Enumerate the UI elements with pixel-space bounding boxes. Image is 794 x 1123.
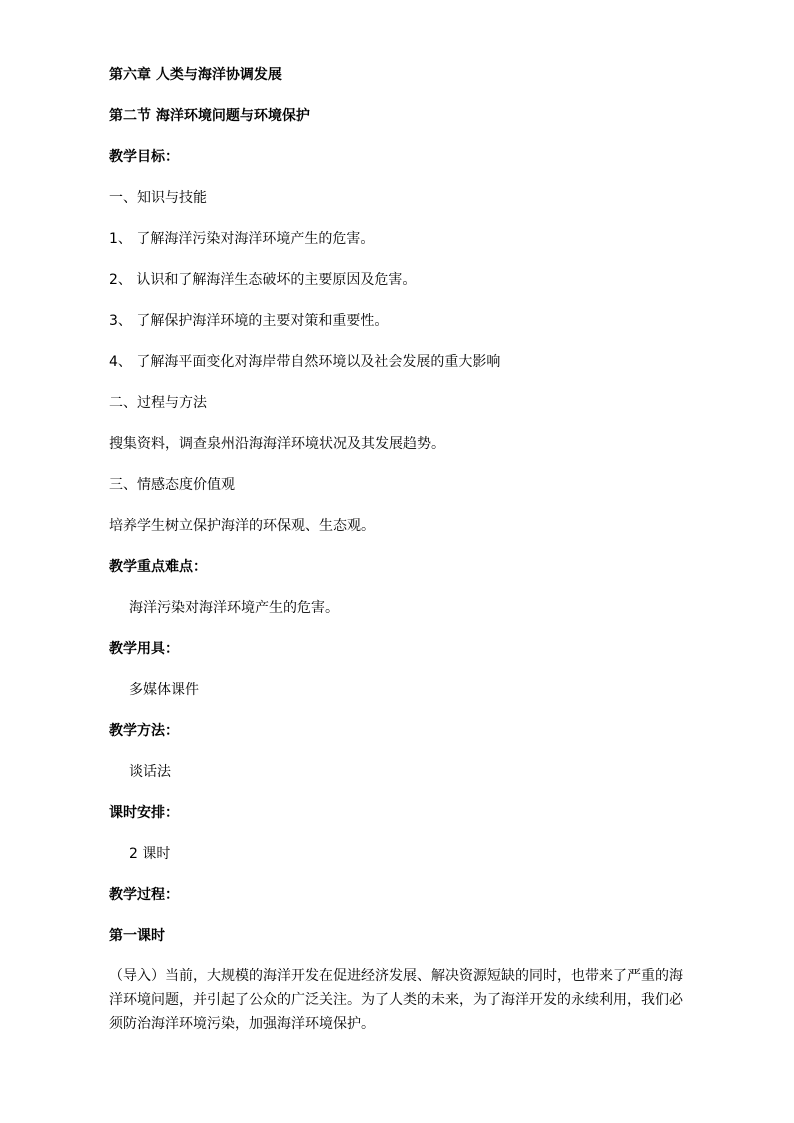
objective-item: 1、 了解海洋污染对海洋环境产生的危害。: [109, 231, 375, 247]
tools-heading: 教学用具：: [109, 641, 179, 657]
method-heading: 教学方法：: [109, 723, 179, 739]
knowledge-heading: 一、知识与技能: [109, 190, 207, 206]
schedule-text: 2 课时: [129, 846, 171, 862]
chapter-title: 第六章 人类与海洋协调发展: [109, 67, 282, 83]
section-title: 第二节 海洋环境问题与环境保护: [109, 108, 310, 124]
process-heading: 教学过程：: [109, 887, 179, 903]
intro-paragraph: （导入）当前，大规模的海洋开发在促进经济发展、解决资源短缺的同时，也带来了严重的海洋环境问题，并引起了公众的广泛关注。为了人类的未来，为了海洋开发的永续利用，我们必须防治海洋环境污染，加强海洋环境保护。: [109, 968, 683, 1032]
tools-text: 多媒体课件: [129, 682, 199, 698]
schedule-heading: 课时安排：: [109, 805, 179, 821]
objective-item: 4、 了解海平面变化对海岸带自然环境以及社会发展的重大影响: [109, 354, 501, 370]
objectives-heading: 教学目标：: [109, 149, 179, 165]
method-text: 谈话法: [129, 764, 171, 780]
key-points-heading: 教学重点难点：: [109, 559, 207, 575]
objective-item: 2、 认识和了解海洋生态破坏的主要原因及危害。: [109, 272, 417, 288]
emotion-heading: 三、情感态度价值观: [109, 477, 235, 493]
lesson-heading: 第一课时: [109, 928, 165, 944]
process-method-text: 搜集资料，调查泉州沿海海洋环境状况及其发展趋势。: [109, 436, 445, 452]
objective-item: 3、 了解保护海洋环境的主要对策和重要性。: [109, 313, 389, 329]
key-points-text: 海洋污染对海洋环境产生的危害。: [129, 600, 339, 616]
process-method-heading: 二、过程与方法: [109, 395, 207, 411]
emotion-text: 培养学生树立保护海洋的环保观、生态观。: [109, 518, 375, 534]
